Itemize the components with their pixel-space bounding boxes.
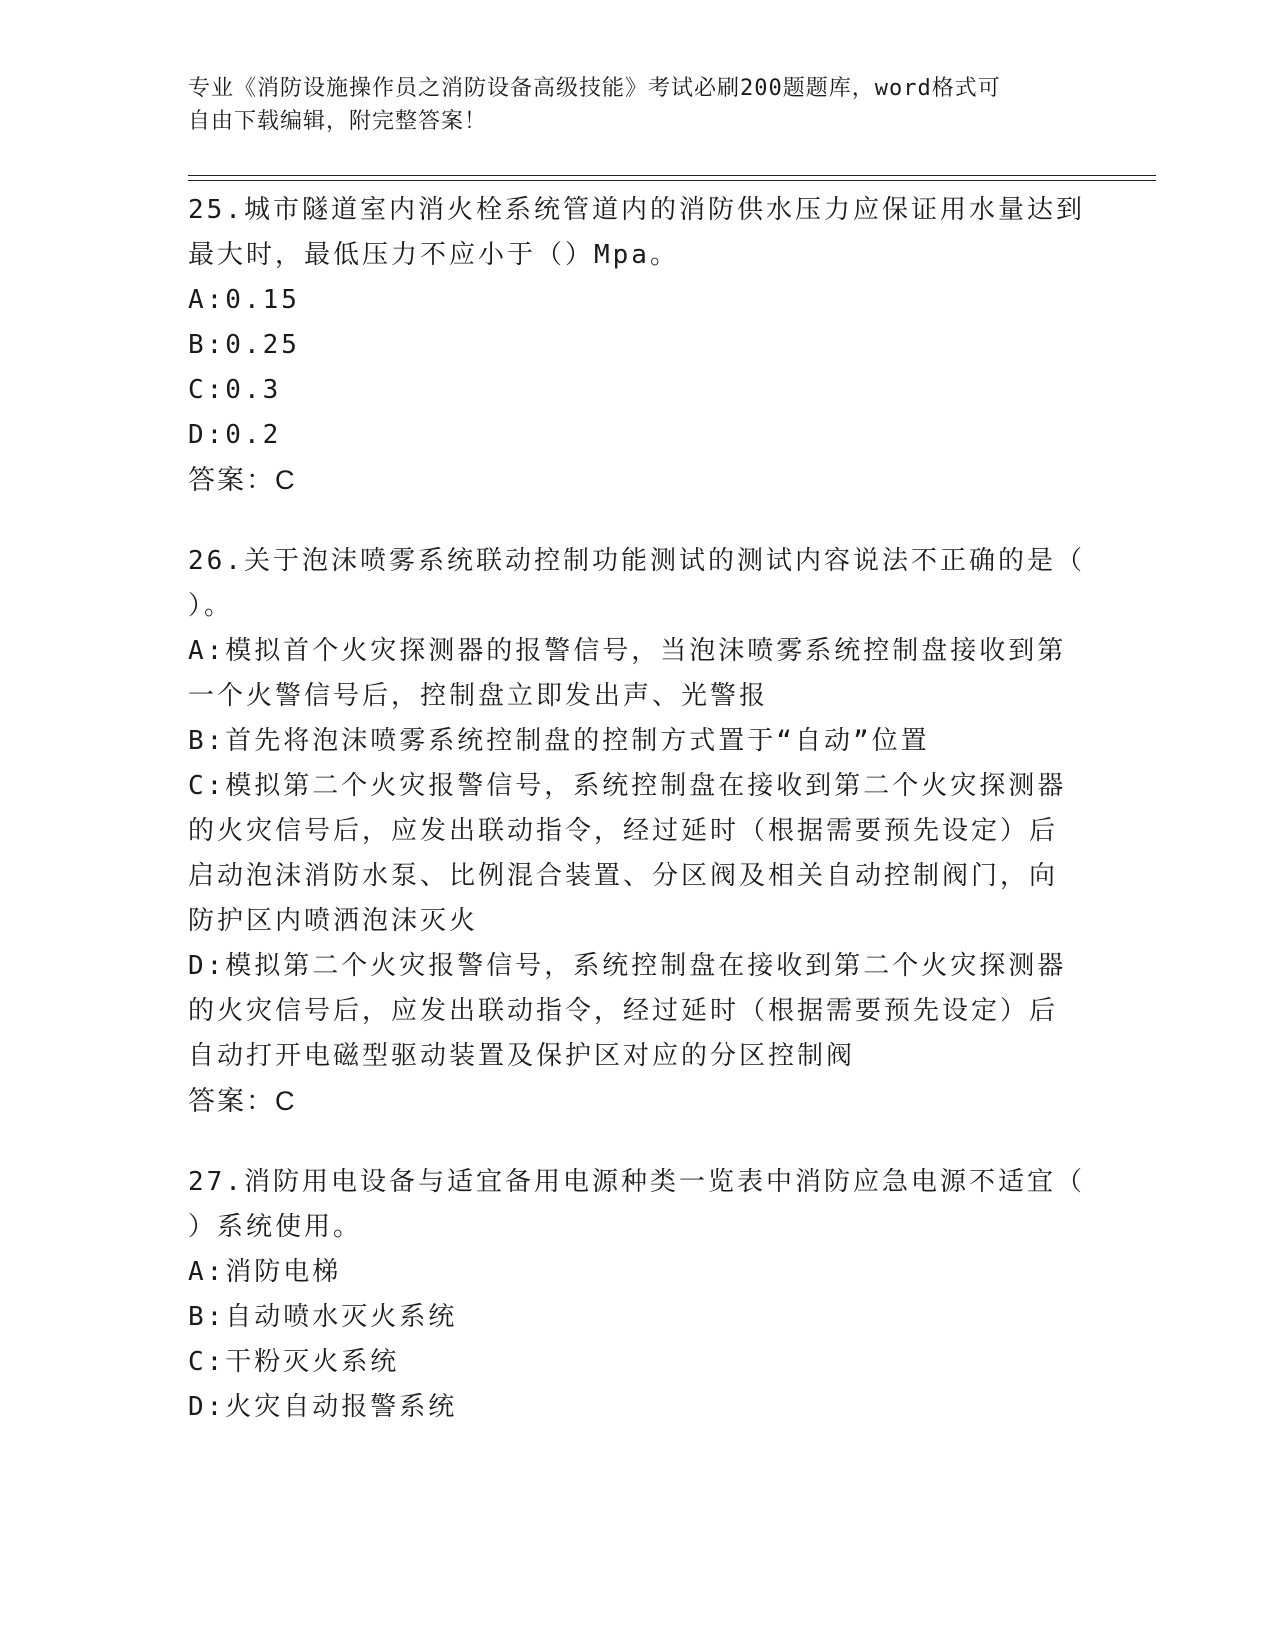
answer: 答案：C — [188, 1086, 297, 1116]
option-c-cont: 的火灾信号后，应发出联动指令，经过延时（根据需要预先设定）后 — [188, 816, 1059, 846]
option-d-cont: 的火灾信号后，应发出联动指令，经过延时（根据需要预先设定）后 — [188, 996, 1059, 1026]
option-a: A:消防电梯 — [188, 1257, 342, 1287]
option-d: D:0.2 — [188, 420, 282, 450]
option-b: B:首先将泡沫喷雾系统控制盘的控制方式置于“自动”位置 — [188, 726, 930, 756]
question-stem: 25.城市隧道室内消火栓系统管道内的消防供水压力应保证用水量达到 — [188, 195, 1085, 225]
question-stem: 27.消防用电设备与适宜备用电源种类一览表中消防应急电源不适宜（ — [188, 1167, 1085, 1197]
option-c-cont: 启动泡沫消防水泵、比例混合装置、分区阀及相关自动控制阀门，向 — [188, 861, 1059, 891]
option-a: A:0.15 — [188, 285, 300, 315]
question-27 — [188, 1160, 1088, 1430]
question-list — [188, 188, 1088, 1430]
option-c: C:模拟第二个火灾报警信号，系统控制盘在接收到第二个火灾探测器 — [188, 771, 1067, 801]
header-line-2: 自由下载编辑，附完整答案！ — [188, 109, 488, 134]
option-a-cont: 一个火警信号后，控制盘立即发出声、光警报 — [188, 681, 769, 711]
question-stem: ）系统使用。 — [188, 1212, 363, 1242]
option-b: B:0.25 — [188, 330, 300, 360]
header-line-1: 专业《消防设施操作员之消防设备高级技能》考试必刷200题题库，word格式可 — [188, 76, 1001, 101]
option-c: C:0.3 — [188, 375, 282, 405]
header-divider-top — [188, 175, 1156, 176]
question-25 — [188, 188, 1088, 503]
question-stem: 最大时，最低压力不应小于（）Mpa。 — [188, 240, 679, 270]
option-d: D:火灾自动报警系统 — [188, 1392, 458, 1422]
option-d-cont: 自动打开电磁型驱动装置及保护区对应的分区控制阀 — [188, 1041, 856, 1071]
question-stem: 26.关于泡沫喷雾系统联动控制功能测试的测试内容说法不正确的是（ — [188, 546, 1085, 576]
question-stem: ）。 — [188, 591, 234, 621]
document-header — [188, 72, 1088, 138]
question-26 — [188, 539, 1088, 1124]
answer: 答案：C — [188, 465, 297, 495]
option-a: A:模拟首个火灾探测器的报警信号，当泡沫喷雾系统控制盘接收到第 — [188, 636, 1067, 666]
option-c-cont: 防护区内喷洒泡沫灭火 — [188, 906, 479, 936]
option-d: D:模拟第二个火灾报警信号，系统控制盘在接收到第二个火灾探测器 — [188, 951, 1067, 981]
header-divider-bottom — [188, 180, 1156, 181]
option-c: C:干粉灭火系统 — [188, 1347, 400, 1377]
option-b: B:自动喷水灭火系统 — [188, 1302, 458, 1332]
